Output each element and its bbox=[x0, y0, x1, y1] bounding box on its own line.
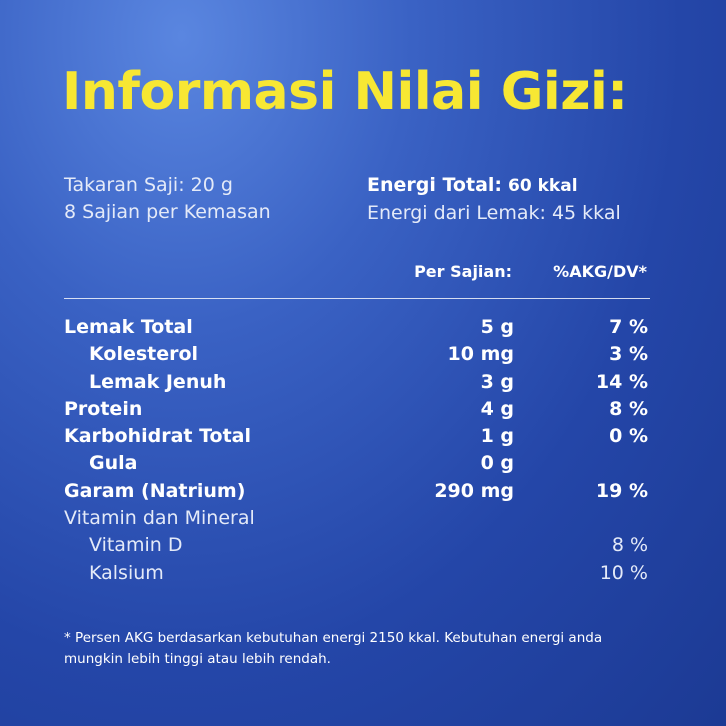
nutrient-amount: 290 mg bbox=[434, 479, 514, 502]
table-row bbox=[64, 369, 648, 396]
table-row bbox=[64, 505, 648, 532]
nutrient-percent: 19 % bbox=[595, 479, 648, 502]
table-row bbox=[64, 423, 648, 450]
nutrient-amount: 5 g bbox=[480, 316, 514, 338]
nutrient-amount: 4 g bbox=[480, 397, 514, 420]
nutrient-name: Vitamin dan Mineral bbox=[64, 507, 255, 530]
nutrient-name: Garam (Natrium) bbox=[64, 479, 246, 502]
header-divider bbox=[64, 298, 650, 299]
energy-total-label: Energi Total: bbox=[367, 174, 502, 196]
page-title: Informasi Nilai Gizi: bbox=[62, 62, 628, 122]
serving-size: Takaran Saji: 20 g bbox=[64, 174, 233, 196]
nutrient-name: Lemak Jenuh bbox=[89, 370, 227, 393]
nutrient-name: Karbohidrat Total bbox=[64, 425, 252, 448]
nutrient-name: Protein bbox=[64, 397, 143, 420]
nutrient-percent: 0 % bbox=[609, 425, 648, 448]
per-serving-header: Per Sajian: bbox=[414, 262, 512, 281]
nutrient-amount: 0 g bbox=[480, 452, 514, 475]
nutrient-percent: 3 % bbox=[609, 343, 648, 366]
nutrient-amount: 3 g bbox=[480, 370, 514, 393]
nutrient-percent: 7 % bbox=[609, 316, 648, 338]
energy-from-fat: Energi dari Lemak: 45 kkal bbox=[367, 202, 621, 224]
table-row bbox=[64, 532, 648, 559]
table-row bbox=[64, 560, 648, 587]
nutrition-table bbox=[64, 314, 648, 587]
nutrient-amount: 1 g bbox=[480, 425, 514, 448]
nutrient-amount: 10 mg bbox=[447, 343, 514, 366]
akg-header: %AKG/DV* bbox=[553, 262, 647, 281]
table-row bbox=[64, 341, 648, 368]
table-row bbox=[64, 396, 648, 423]
serving-info bbox=[64, 172, 271, 226]
nutrient-name: Kolesterol bbox=[89, 343, 199, 366]
energy-info bbox=[367, 172, 621, 227]
nutrient-name: Gula bbox=[89, 452, 138, 475]
energy-total bbox=[367, 172, 621, 200]
nutrient-name: Lemak Total bbox=[64, 316, 193, 338]
footnote: * Persen AKG berdasarkan kebutuhan energi 2150 kkal. Kebutuhan energi anda mungkin lebih tinggi atau lebih rendah. bbox=[64, 630, 603, 667]
nutrient-name: Kalsium bbox=[89, 561, 164, 584]
nutrient-percent: 14 % bbox=[595, 370, 648, 393]
table-row bbox=[64, 478, 648, 505]
nutrient-percent: 10 % bbox=[599, 561, 648, 584]
energy-total-value: 60 kkal bbox=[508, 176, 578, 196]
nutrient-name: Vitamin D bbox=[89, 534, 183, 557]
servings-per-pack: 8 Sajian per Kemasan bbox=[64, 201, 271, 223]
nutrient-percent: 8 % bbox=[611, 534, 648, 557]
table-row bbox=[64, 450, 648, 477]
nutrient-percent: 8 % bbox=[609, 397, 648, 420]
table-row bbox=[64, 314, 648, 341]
